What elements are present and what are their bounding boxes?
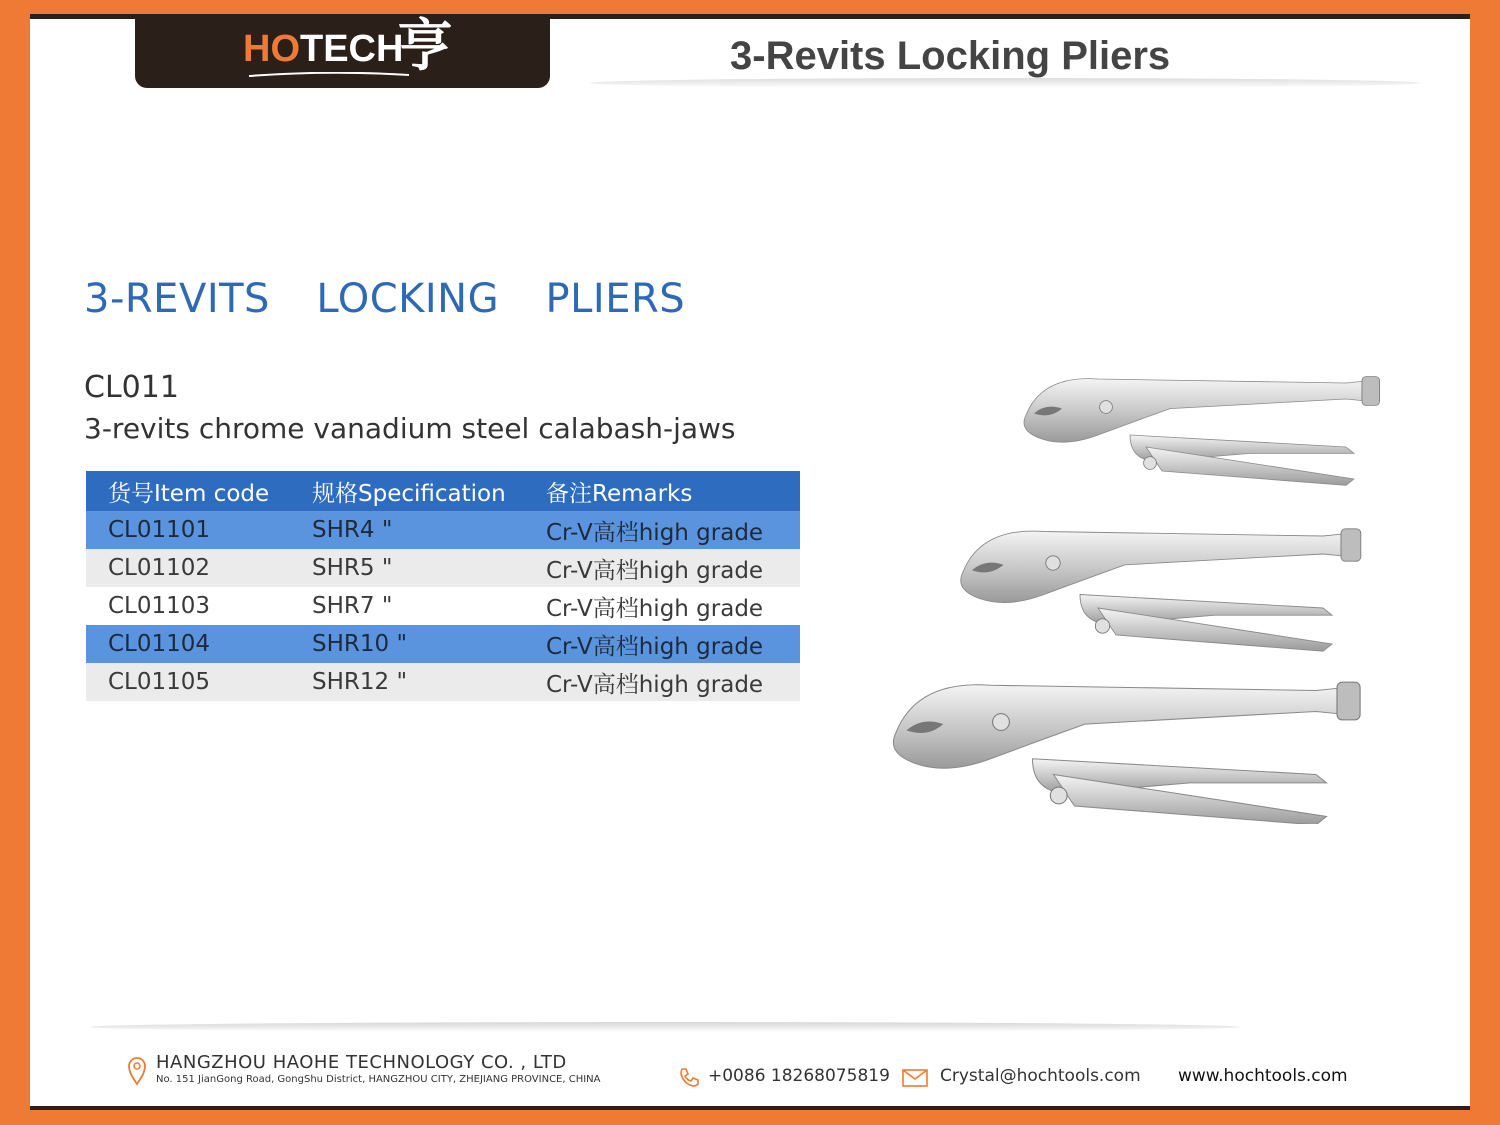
cell-specification: SHR5 " xyxy=(290,549,524,587)
cell-item-code: CL01102 xyxy=(86,549,290,587)
cell-remarks: Cr-V高档high grade xyxy=(524,625,800,663)
website-link[interactable]: www.hochtools.com xyxy=(1178,1066,1348,1086)
brand-logo-tab xyxy=(135,14,550,88)
table-row xyxy=(86,587,800,625)
bottom-border xyxy=(30,1106,1470,1110)
product-description: 3-revits chrome vanadium steel calabash-jaws xyxy=(84,412,736,445)
section-title: 3-REVITS LOCKING PLIERS xyxy=(84,276,686,322)
table-row xyxy=(86,663,800,701)
brand-mark: 亨 xyxy=(397,13,453,79)
brand-suffix: TECH xyxy=(300,28,404,70)
phone-number[interactable]: +0086 18268075819 xyxy=(708,1066,890,1086)
mail-icon xyxy=(902,1069,928,1087)
cell-specification: SHR7 " xyxy=(290,587,524,625)
cell-remarks: Cr-V高档high grade xyxy=(524,511,800,549)
header-remarks: 备注Remarks xyxy=(524,471,800,511)
cell-specification: SHR12 " xyxy=(290,663,524,701)
brand-logo xyxy=(243,28,403,71)
table-header-row xyxy=(86,471,800,511)
cell-remarks: Cr-V高档high grade xyxy=(524,587,800,625)
pliers-medium xyxy=(961,529,1361,651)
company-address: No. 151 JianGong Road, GongShu District, HANGZHOU CITY, ZHEJIANG PROVINCE, CHINA xyxy=(156,1074,601,1085)
cell-remarks: Cr-V高档high grade xyxy=(524,663,800,701)
pliers-small xyxy=(1024,377,1380,486)
phone-icon xyxy=(678,1066,700,1088)
company-name: HANGZHOU HAOHE TECHNOLOGY CO. , LTD xyxy=(156,1052,567,1073)
product-code: CL011 xyxy=(84,370,179,405)
cell-item-code: CL01105 xyxy=(86,663,290,701)
spec-table xyxy=(86,471,800,701)
cell-specification: SHR4 " xyxy=(290,511,524,549)
brand-prefix: HO xyxy=(243,28,300,70)
table-row xyxy=(86,511,800,549)
slide-page xyxy=(30,14,1470,1110)
page-title: 3-Revits Locking Pliers xyxy=(730,34,1171,78)
email-link[interactable]: Crystal@hochtools.com xyxy=(940,1066,1141,1086)
cell-item-code: CL01103 xyxy=(86,587,290,625)
table-row xyxy=(86,549,800,587)
logo-swoosh-icon xyxy=(249,72,409,78)
cell-remarks: Cr-V高档high grade xyxy=(524,549,800,587)
pliers-large xyxy=(893,682,1360,824)
table-row xyxy=(86,625,800,663)
footer-divider xyxy=(90,1022,1240,1032)
header-specification: 规格Specification xyxy=(290,471,524,511)
header-divider xyxy=(590,78,1420,88)
cell-specification: SHR10 " xyxy=(290,625,524,663)
cell-item-code: CL01104 xyxy=(86,625,290,663)
pliers-product-image xyxy=(870,354,1410,824)
header-item-code: 货号Item code xyxy=(86,471,290,511)
map-pin-icon xyxy=(126,1056,148,1086)
cell-item-code: CL01101 xyxy=(86,511,290,549)
